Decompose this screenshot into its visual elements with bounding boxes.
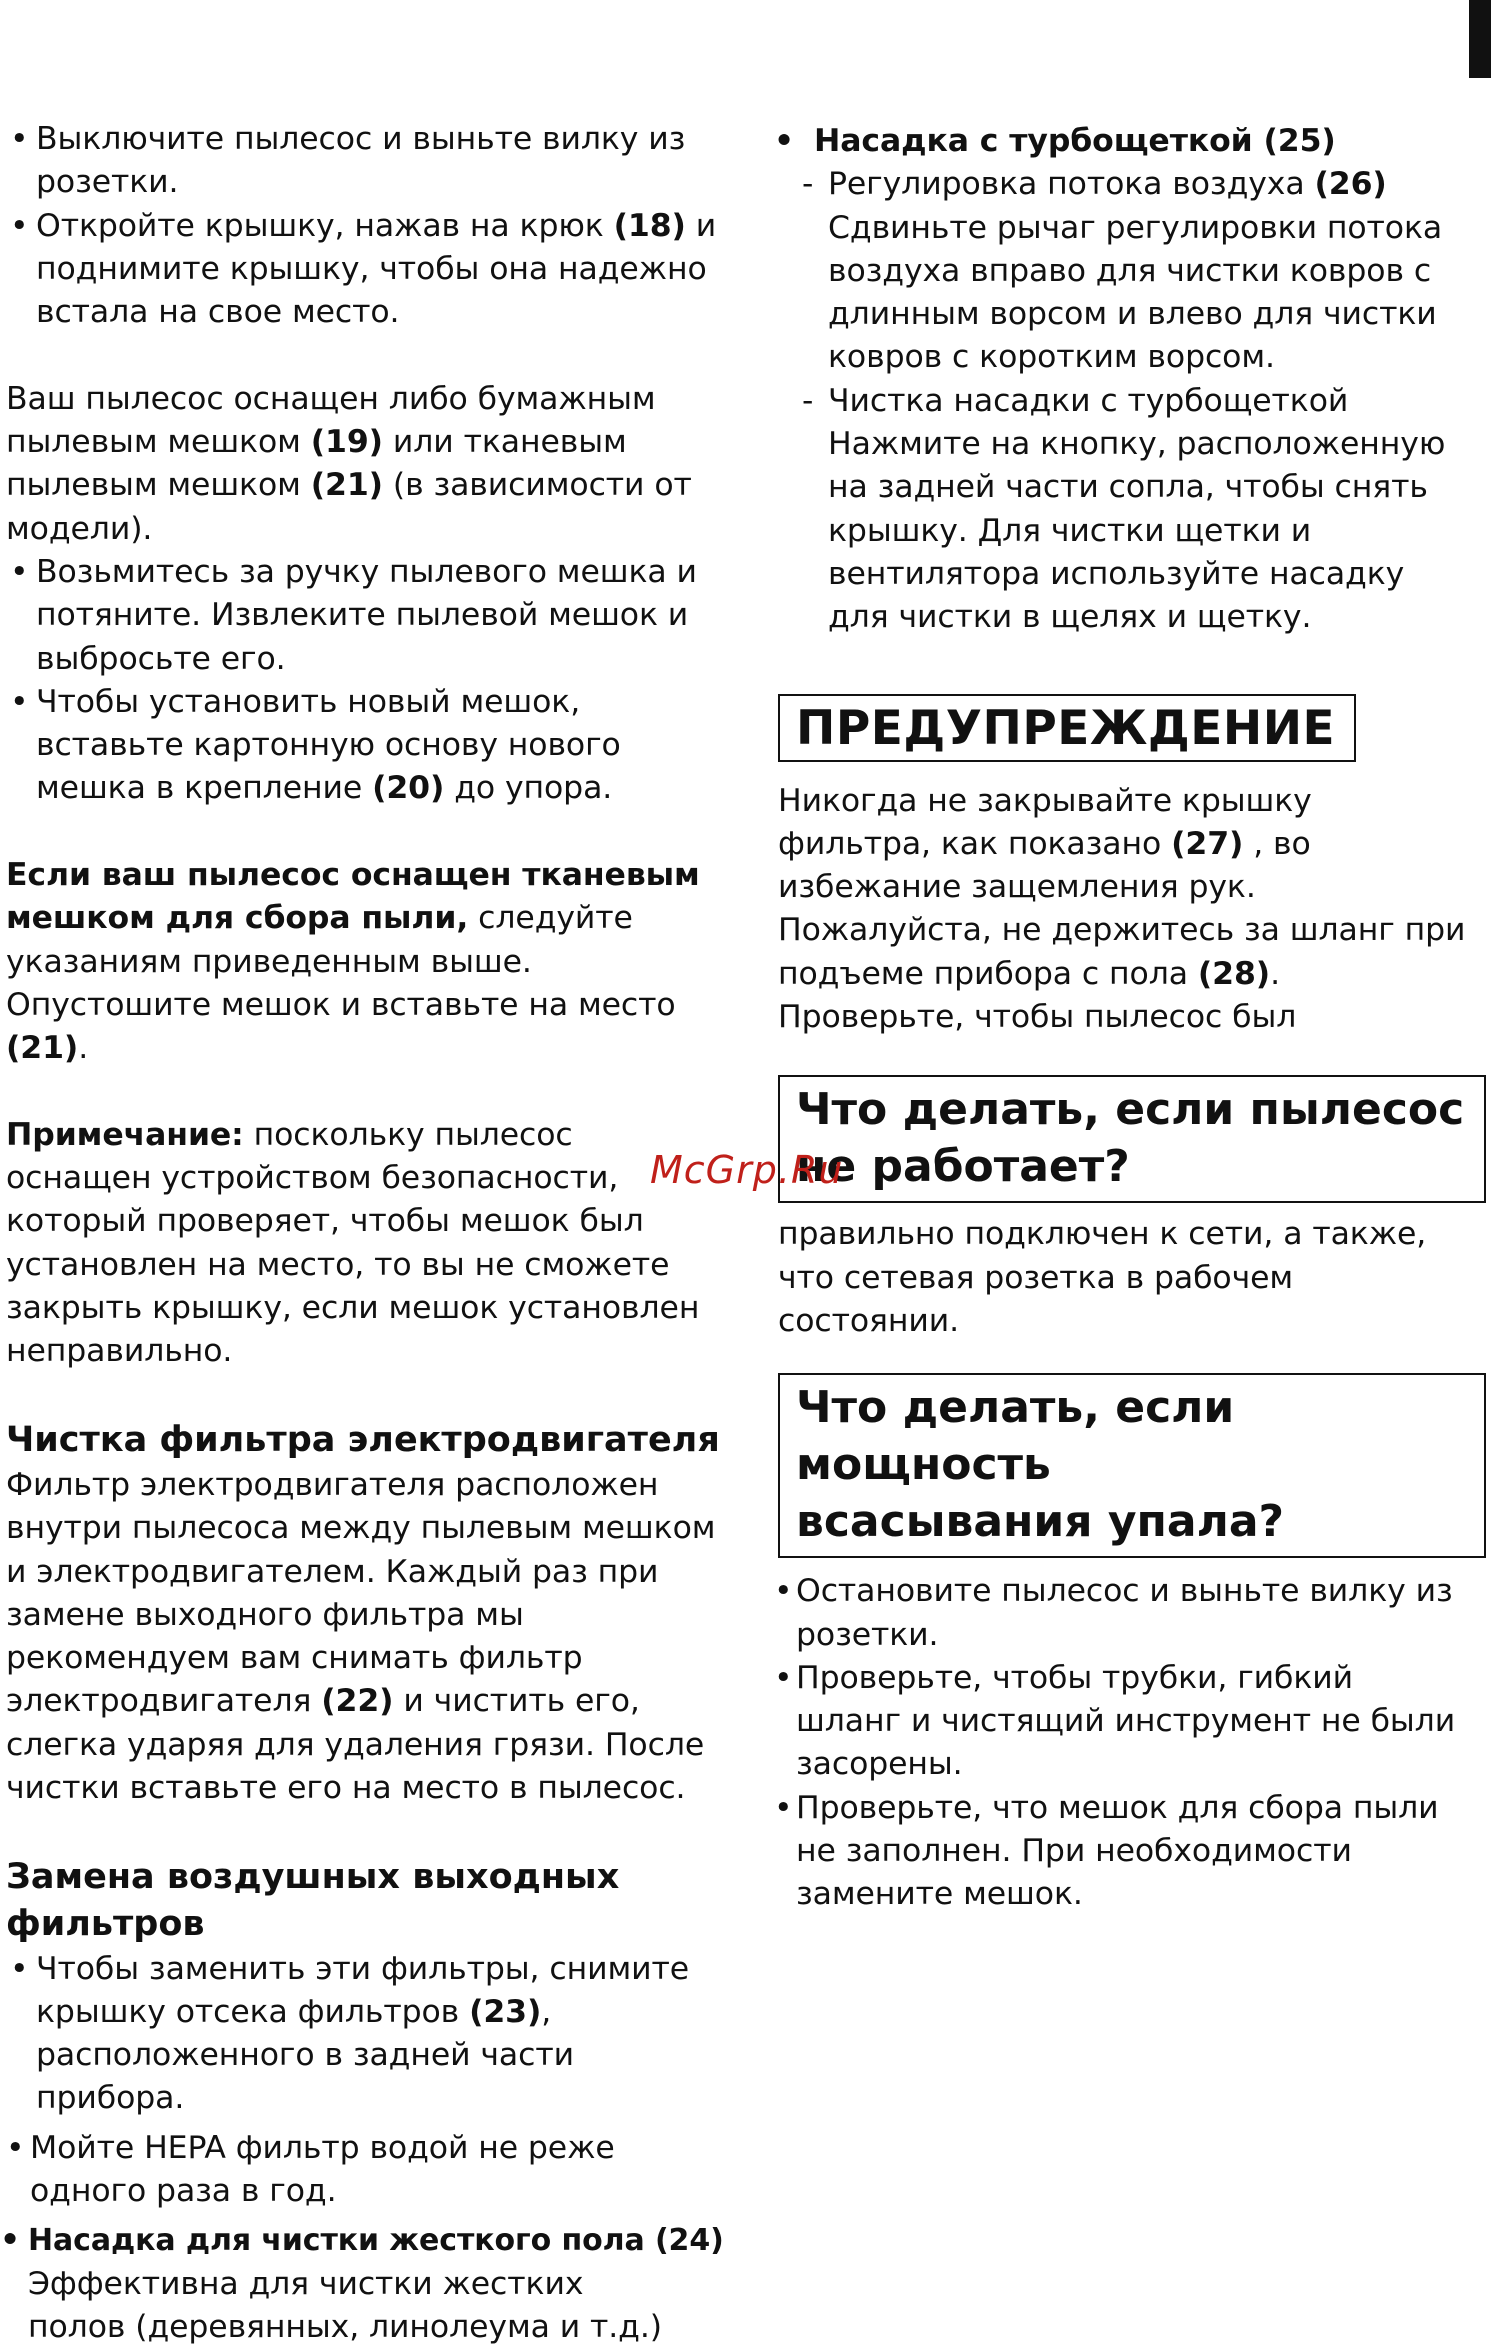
bullet-icon: • [0,2222,21,2259]
list-item: • Проверьте, чтобы трубки, гибкий шланг и чистящий инструмент не были засорены. [778,1657,1488,1787]
question-box-not-working [778,1075,1486,1203]
answer-text: правильно подключен к сети, а также, что сетевая розетка в рабочем состоянии. [778,1216,1427,1339]
question-title: Что делать, если пылесос не работает? [796,1084,1465,1193]
watermark: McGrp.Ru [650,1148,844,1192]
list-item: • Возьмитесь за ручку пылевого мешка и потяните. Извлеките пылевой мешок и выбросьте его. [6,551,744,681]
list-item [774,120,1488,163]
question-box-suction [778,1373,1486,1558]
bullet-icon: • [10,1950,29,1987]
bullet-icon: • [774,1573,793,1610]
bullet-icon: • [10,121,29,157]
list-item: - Чистка насадки с турбощеткой Нажмите на кнопку, расположенную на задней части сопла, чтобы снять крышку. Для чистки щетки и вентилятора используйте насадку для чистки в щелях и щетку. [778,380,1488,640]
bullet-icon: • [6,2129,25,2166]
paragraph-note: Примечание: поскольку пылесос оснащен устройством безопасности, который проверяет, чтобы мешок был установлен на место, то вы не сможете закрыть крышку, если мешок установлен неправильно. [6,1116,700,1370]
dash-icon: - [802,166,814,203]
bullet-icon: • [774,1659,793,1696]
paragraph-dust-bag-types: Ваш пылесос оснащен либо бумажным пылевым мешком (19) или тканевым пылевым мешком (21) (в зависимости от модели). [6,380,692,547]
turbo-brush-title: Насадка с турбощеткой (25) [814,123,1336,159]
right-column [774,118,1488,1917]
dash-icon: - [802,382,814,419]
paragraph-motor-filter: Фильтр электродвигателя расположен внутри пылесоса между пылевым мешком и электродвигателем. Каждый раз при замене выходного фильтра мы рекомендуем вам снимать фильтр электродвигателя (22) и чистить его, слегка ударяя для удаления грязи. После чистки вставьте его на место в пылесос. [6,1466,716,1806]
paragraph-cloth-bag: Если ваш пылесос оснащен тканевым мешком для сбора пыли, следуйте указаниям приведенным выше. Опустошите мешок и вставьте на место (21). [6,857,700,1067]
heading-exhaust-filters: Замена воздушных выходных фильтров [6,1856,620,1944]
bullet-icon: • [10,207,29,244]
left-column [0,118,744,2349]
list-item: • Насадка для чистки жесткого пола (24) Эффективна для чистки жестких полов (деревянных, линолеума и т.д.) [6,2219,744,2349]
bullet-icon: • [774,1789,793,1826]
warning-text: Никогда не закрывайте крышку фильтра, как показано (27) , во избежание защемления рук. Пожалуйста, не держитесь за шланг при подъеме прибора с пола (28). Проверьте, чтобы пылесос был [778,782,1466,1036]
warning-title: ПРЕДУПРЕЖДЕНИЕ [796,700,1336,756]
warning-box [778,694,1356,762]
bullet-icon: • [10,683,29,720]
list-item: • Чтобы заменить эти фильтры, снимите крышку отсека фильтров (23), расположенного в задней части прибора. [6,1948,744,2121]
list-item: - Регулировка потока воздуха (26) Сдвиньте рычаг регулировки потока воздуха вправо для чистки ковров с длинным ворсом и влево для чистки ковров с коротким ворсом. [778,163,1488,379]
bullet-icon: • [10,553,29,590]
list-item: • Откройте крышку, нажав на крюк (18) и поднимите крышку, чтобы она надежно встала на свое место. [6,205,744,335]
list-item: • Проверьте, что мешок для сбора пыли не заполнен. При необходимости замените мешок. [778,1787,1488,1917]
list-item: • Мойте HEPA фильтр водой не реже одного раза в год. [6,2127,744,2214]
list-item: • Чтобы установить новый мешок, вставьте картонную основу нового мешка в крепление (20) до упора. [6,681,744,811]
list-item: • Выключите пылесос и выньте вилку из розетки. [6,118,744,205]
list-item: • Остановите пылесос и выньте вилку из розетки. [778,1570,1488,1657]
question-title: Что делать, если мощность всасывания упала? [796,1382,1285,1548]
heading-motor-filter: Чистка фильтра электродвигателя [6,1419,720,1460]
bullet-icon: • [774,123,795,159]
page-edge-tab [1469,0,1491,78]
